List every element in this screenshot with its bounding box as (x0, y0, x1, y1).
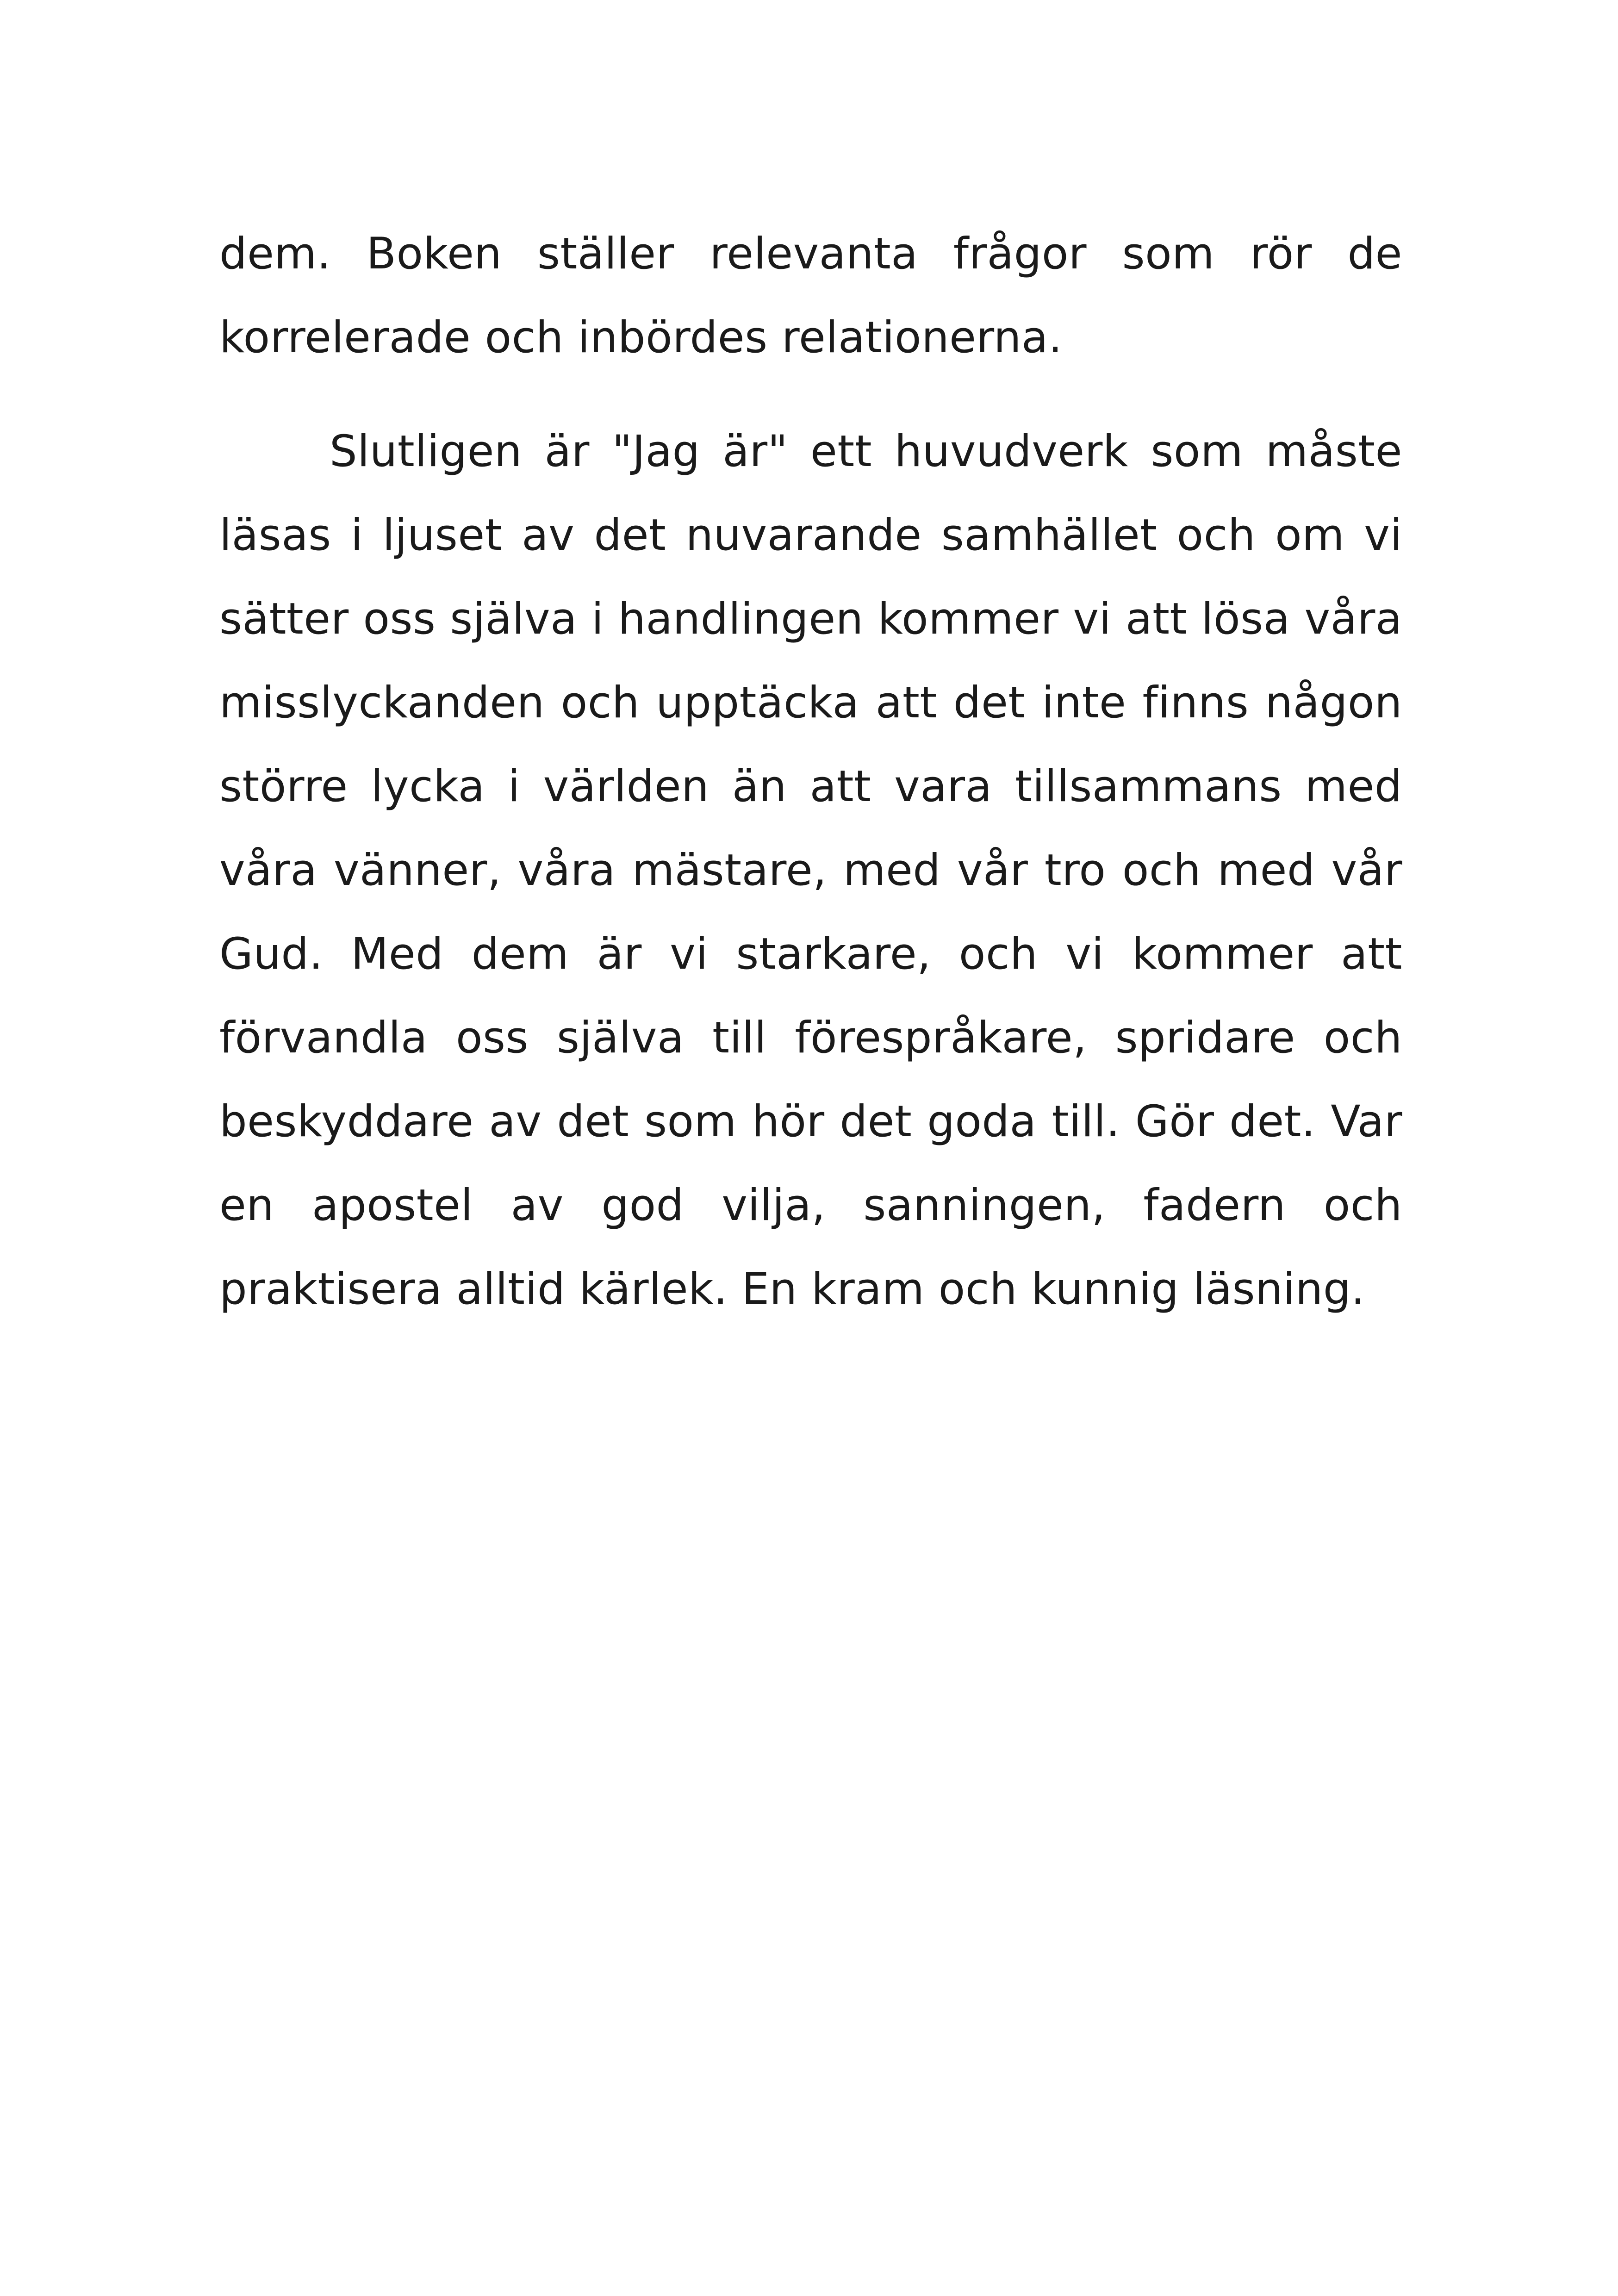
body-text (219, 212, 1402, 1331)
paragraph-conclusion: Slutligen är "Jag är" ett huvudverk som måste läsas i ljuset av det nuvarande samhället och om vi sätter oss själva i handlingen kommer vi att lösa våra misslyckanden och upptäcka att det inte finns någon större lycka i världen än att vara tillsammans med våra vänner, våra mästare, med vår tro och med vår Gud. Med dem är vi starkare, och vi kommer att förvandla oss själva till förespråkare, spridare och beskyddare av det som hör det goda till. Gör det. Var en apostel av god vilja, sanningen, fadern och praktisera alltid kärlek. En kram och kunnig läsning. (219, 426, 1402, 1314)
paragraph-continuation: dem. Boken ställer relevanta frågor som rör de korrelerade och inbördes relationerna. (219, 229, 1402, 363)
